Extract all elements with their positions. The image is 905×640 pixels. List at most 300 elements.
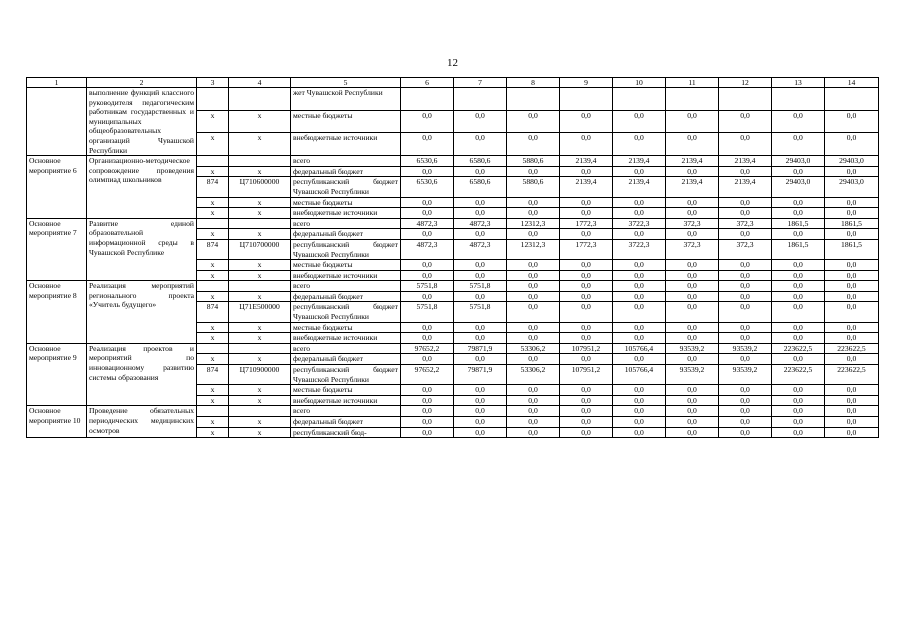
funding-source: федеральный бюджет bbox=[291, 166, 401, 177]
amount-cell: 0,0 bbox=[772, 406, 825, 417]
amount-cell: 5751,8 bbox=[401, 281, 454, 292]
target-article-code: x bbox=[229, 208, 291, 219]
amount-cell: 0,0 bbox=[772, 229, 825, 240]
amount-cell: 0,0 bbox=[560, 322, 613, 333]
amount-cell: 53306,2 bbox=[507, 343, 560, 354]
amount-cell: 0,0 bbox=[507, 270, 560, 281]
amount-cell: 0,0 bbox=[772, 166, 825, 177]
amount-cell: 0,0 bbox=[719, 427, 772, 438]
funding-source: республиканский бюджет Чувашской Республики bbox=[291, 239, 401, 259]
amount-cell: 4872,3 bbox=[454, 218, 507, 229]
amount-cell: 0,0 bbox=[613, 281, 666, 292]
amount-cell: 0,0 bbox=[772, 385, 825, 396]
amount-cell: 0,0 bbox=[772, 333, 825, 344]
amount-cell bbox=[454, 88, 507, 111]
amount-cell: 0,0 bbox=[825, 260, 879, 271]
amount-cell: 29403,0 bbox=[772, 177, 825, 197]
amount-cell: 0,0 bbox=[719, 354, 772, 365]
amount-cell: 0,0 bbox=[613, 270, 666, 281]
amount-cell: 0,0 bbox=[560, 281, 613, 292]
amount-cell: 0,0 bbox=[454, 385, 507, 396]
column-header: 14 bbox=[825, 78, 879, 88]
amount-cell: 0,0 bbox=[613, 166, 666, 177]
column-header: 11 bbox=[666, 78, 719, 88]
amount-cell: 1861,5 bbox=[772, 218, 825, 229]
amount-cell: 0,0 bbox=[666, 417, 719, 428]
amount-cell: 0,0 bbox=[454, 406, 507, 417]
amount-cell: 0,0 bbox=[666, 260, 719, 271]
amount-cell: 0,0 bbox=[560, 427, 613, 438]
target-article-code: x bbox=[229, 333, 291, 344]
amount-cell: 107951,2 bbox=[560, 365, 613, 385]
amount-cell: 5880,6 bbox=[507, 177, 560, 197]
funding-source: местные бюджеты bbox=[291, 260, 401, 271]
target-article-code: Ц710600000 bbox=[229, 177, 291, 197]
amount-cell: 0,0 bbox=[560, 385, 613, 396]
funding-source: республиканский бюджет Чувашской Республики bbox=[291, 302, 401, 322]
grbs-code: 874 bbox=[197, 177, 229, 197]
amount-cell: 223622,5 bbox=[825, 365, 879, 385]
amount-cell: 4872,3 bbox=[454, 239, 507, 259]
table-row bbox=[27, 406, 879, 417]
amount-cell: 12312,3 bbox=[507, 239, 560, 259]
grbs-code bbox=[197, 281, 229, 292]
amount-cell: 0,0 bbox=[613, 229, 666, 240]
amount-cell: 0,0 bbox=[454, 197, 507, 208]
amount-cell: 0,0 bbox=[401, 354, 454, 365]
amount-cell: 0,0 bbox=[401, 333, 454, 344]
grbs-code: x bbox=[197, 166, 229, 177]
column-header: 3 bbox=[197, 78, 229, 88]
funding-source: местные бюджеты bbox=[291, 110, 401, 133]
amount-cell: 0,0 bbox=[719, 385, 772, 396]
amount-cell: 0,0 bbox=[507, 197, 560, 208]
amount-cell: 0,0 bbox=[666, 133, 719, 156]
target-article-code: x bbox=[229, 260, 291, 271]
amount-cell: 0,0 bbox=[825, 270, 879, 281]
amount-cell: 0,0 bbox=[507, 291, 560, 302]
funding-source: внебюджетные источники bbox=[291, 270, 401, 281]
funding-source: федеральный бюджет bbox=[291, 291, 401, 302]
amount-cell: 0,0 bbox=[454, 417, 507, 428]
measure-description: Реализация проектов и мероприятий по инновационному развитию системы образования bbox=[87, 343, 197, 406]
target-article-code: Ц710700000 bbox=[229, 239, 291, 259]
grbs-code bbox=[197, 343, 229, 354]
amount-cell: 0,0 bbox=[507, 385, 560, 396]
amount-cell: 0,0 bbox=[507, 229, 560, 240]
amount-cell: 0,0 bbox=[719, 281, 772, 292]
grbs-code: x bbox=[197, 133, 229, 156]
measure-description: Реализация мероприятий регионального проекта «Учитель будущего» bbox=[87, 281, 197, 344]
amount-cell: 0,0 bbox=[507, 417, 560, 428]
funding-source: республиканский бюд- bbox=[291, 427, 401, 438]
amount-cell: 372,3 bbox=[719, 218, 772, 229]
amount-cell: 1772,3 bbox=[560, 218, 613, 229]
target-article-code: x bbox=[229, 110, 291, 133]
grbs-code bbox=[197, 88, 229, 111]
amount-cell: 0,0 bbox=[666, 333, 719, 344]
amount-cell: 79871,9 bbox=[454, 365, 507, 385]
amount-cell: 0,0 bbox=[825, 208, 879, 219]
funding-source: внебюджетные источники bbox=[291, 333, 401, 344]
amount-cell: 0,0 bbox=[454, 133, 507, 156]
amount-cell bbox=[613, 88, 666, 111]
amount-cell: 372,3 bbox=[666, 218, 719, 229]
table-row bbox=[27, 281, 879, 292]
amount-cell: 0,0 bbox=[719, 229, 772, 240]
amount-cell: 0,0 bbox=[666, 406, 719, 417]
amount-cell: 0,0 bbox=[560, 417, 613, 428]
amount-cell: 0,0 bbox=[666, 427, 719, 438]
amount-cell: 0,0 bbox=[772, 322, 825, 333]
amount-cell: 0,0 bbox=[719, 110, 772, 133]
column-header: 2 bbox=[87, 78, 197, 88]
column-header: 8 bbox=[507, 78, 560, 88]
column-header: 1 bbox=[27, 78, 87, 88]
amount-cell: 0,0 bbox=[772, 354, 825, 365]
amount-cell: 2139,4 bbox=[666, 177, 719, 197]
amount-cell: 0,0 bbox=[560, 133, 613, 156]
amount-cell: 1861,5 bbox=[825, 218, 879, 229]
amount-cell: 0,0 bbox=[401, 395, 454, 406]
amount-cell bbox=[719, 88, 772, 111]
amount-cell: 93539,2 bbox=[666, 343, 719, 354]
amount-cell: 2139,4 bbox=[719, 177, 772, 197]
amount-cell: 0,0 bbox=[613, 385, 666, 396]
column-header: 10 bbox=[613, 78, 666, 88]
amount-cell: 0,0 bbox=[719, 417, 772, 428]
funding-source: местные бюджеты bbox=[291, 322, 401, 333]
amount-cell: 29403,0 bbox=[772, 156, 825, 167]
measure-label: Основное мероприятие 10 bbox=[27, 406, 87, 438]
amount-cell: 223622,5 bbox=[772, 365, 825, 385]
amount-cell: 4872,3 bbox=[401, 239, 454, 259]
measure-description: Организационно-методическое сопровождение проведения олимпиад школьников bbox=[87, 156, 197, 219]
column-header: 5 bbox=[291, 78, 401, 88]
amount-cell: 53306,2 bbox=[507, 365, 560, 385]
funding-source: внебюджетные источники bbox=[291, 208, 401, 219]
amount-cell: 0,0 bbox=[613, 406, 666, 417]
amount-cell: 97652,2 bbox=[401, 365, 454, 385]
column-header: 13 bbox=[772, 78, 825, 88]
amount-cell: 0,0 bbox=[454, 260, 507, 271]
grbs-code: x bbox=[197, 385, 229, 396]
amount-cell: 6530,6 bbox=[401, 156, 454, 167]
measure-label: Основное мероприятие 6 bbox=[27, 156, 87, 219]
amount-cell: 0,0 bbox=[613, 333, 666, 344]
amount-cell: 0,0 bbox=[772, 302, 825, 322]
amount-cell bbox=[772, 88, 825, 111]
amount-cell: 0,0 bbox=[772, 260, 825, 271]
target-article-code: x bbox=[229, 133, 291, 156]
amount-cell: 2139,4 bbox=[719, 156, 772, 167]
grbs-code: x bbox=[197, 270, 229, 281]
amount-cell: 5751,8 bbox=[401, 302, 454, 322]
amount-cell: 0,0 bbox=[454, 322, 507, 333]
amount-cell: 0,0 bbox=[825, 197, 879, 208]
amount-cell: 0,0 bbox=[719, 260, 772, 271]
amount-cell: 0,0 bbox=[719, 133, 772, 156]
amount-cell: 0,0 bbox=[454, 166, 507, 177]
amount-cell: 0,0 bbox=[507, 260, 560, 271]
amount-cell: 105766,4 bbox=[613, 365, 666, 385]
amount-cell: 4872,3 bbox=[401, 218, 454, 229]
amount-cell: 0,0 bbox=[560, 302, 613, 322]
amount-cell: 0,0 bbox=[560, 333, 613, 344]
amount-cell: 0,0 bbox=[825, 229, 879, 240]
amount-cell: 0,0 bbox=[613, 110, 666, 133]
amount-cell: 0,0 bbox=[719, 333, 772, 344]
amount-cell: 0,0 bbox=[560, 354, 613, 365]
amount-cell bbox=[507, 88, 560, 111]
amount-cell: 0,0 bbox=[772, 395, 825, 406]
amount-cell: 0,0 bbox=[772, 133, 825, 156]
amount-cell: 6580,6 bbox=[454, 156, 507, 167]
amount-cell: 97652,2 bbox=[401, 343, 454, 354]
amount-cell: 0,0 bbox=[613, 322, 666, 333]
column-header: 6 bbox=[401, 78, 454, 88]
amount-cell: 1861,5 bbox=[772, 239, 825, 259]
amount-cell: 0,0 bbox=[666, 385, 719, 396]
amount-cell: 1861,5 bbox=[825, 239, 879, 259]
target-article-code: x bbox=[229, 322, 291, 333]
amount-cell: 0,0 bbox=[401, 291, 454, 302]
amount-cell: 0,0 bbox=[772, 291, 825, 302]
amount-cell: 0,0 bbox=[666, 281, 719, 292]
table-row bbox=[27, 156, 879, 167]
amount-cell: 5751,8 bbox=[454, 281, 507, 292]
grbs-code bbox=[197, 218, 229, 229]
funding-source: федеральный бюджет bbox=[291, 417, 401, 428]
amount-cell: 0,0 bbox=[401, 133, 454, 156]
amount-cell: 0,0 bbox=[719, 208, 772, 219]
amount-cell: 0,0 bbox=[401, 166, 454, 177]
amount-cell: 3722,3 bbox=[613, 218, 666, 229]
target-article-code bbox=[229, 406, 291, 417]
funding-source: всего bbox=[291, 156, 401, 167]
funding-source: федеральный бюджет bbox=[291, 354, 401, 365]
amount-cell: 0,0 bbox=[454, 427, 507, 438]
amount-cell: 0,0 bbox=[825, 406, 879, 417]
amount-cell: 5880,6 bbox=[507, 156, 560, 167]
amount-cell: 0,0 bbox=[613, 354, 666, 365]
amount-cell: 0,0 bbox=[772, 281, 825, 292]
amount-cell: 0,0 bbox=[825, 385, 879, 396]
amount-cell: 0,0 bbox=[613, 427, 666, 438]
amount-cell: 0,0 bbox=[719, 322, 772, 333]
amount-cell: 2139,4 bbox=[560, 177, 613, 197]
amount-cell: 0,0 bbox=[613, 260, 666, 271]
amount-cell: 0,0 bbox=[454, 208, 507, 219]
target-article-code: x bbox=[229, 291, 291, 302]
grbs-code: x bbox=[197, 291, 229, 302]
amount-cell: 223622,5 bbox=[825, 343, 879, 354]
amount-cell: 2139,4 bbox=[613, 177, 666, 197]
amount-cell: 5751,8 bbox=[454, 302, 507, 322]
funding-source: внебюджетные источники bbox=[291, 395, 401, 406]
amount-cell: 93539,2 bbox=[719, 365, 772, 385]
amount-cell: 0,0 bbox=[507, 395, 560, 406]
amount-cell: 0,0 bbox=[613, 395, 666, 406]
amount-cell: 0,0 bbox=[454, 229, 507, 240]
amount-cell: 0,0 bbox=[507, 322, 560, 333]
amount-cell: 0,0 bbox=[719, 166, 772, 177]
amount-cell: 0,0 bbox=[772, 110, 825, 133]
table-row bbox=[27, 88, 879, 111]
amount-cell: 0,0 bbox=[666, 354, 719, 365]
grbs-code: x bbox=[197, 229, 229, 240]
target-article-code bbox=[229, 218, 291, 229]
target-article-code: x bbox=[229, 270, 291, 281]
target-article-code: x bbox=[229, 354, 291, 365]
amount-cell: 0,0 bbox=[666, 208, 719, 219]
amount-cell: 0,0 bbox=[666, 229, 719, 240]
amount-cell: 0,0 bbox=[560, 406, 613, 417]
column-header: 9 bbox=[560, 78, 613, 88]
amount-cell: 0,0 bbox=[719, 395, 772, 406]
amount-cell: 107951,2 bbox=[560, 343, 613, 354]
amount-cell bbox=[401, 88, 454, 111]
grbs-code bbox=[197, 156, 229, 167]
amount-cell: 0,0 bbox=[825, 302, 879, 322]
grbs-code: x bbox=[197, 110, 229, 133]
table-row bbox=[27, 218, 879, 229]
amount-cell: 0,0 bbox=[507, 110, 560, 133]
grbs-code: x bbox=[197, 417, 229, 428]
amount-cell: 0,0 bbox=[666, 291, 719, 302]
grbs-code: x bbox=[197, 354, 229, 365]
funding-source: местные бюджеты bbox=[291, 385, 401, 396]
amount-cell: 12312,3 bbox=[507, 218, 560, 229]
target-article-code bbox=[229, 88, 291, 111]
amount-cell: 372,3 bbox=[719, 239, 772, 259]
amount-cell: 0,0 bbox=[825, 110, 879, 133]
amount-cell: 0,0 bbox=[401, 208, 454, 219]
amount-cell: 0,0 bbox=[825, 354, 879, 365]
amount-cell: 0,0 bbox=[719, 406, 772, 417]
amount-cell: 0,0 bbox=[613, 417, 666, 428]
grbs-code: x bbox=[197, 395, 229, 406]
amount-cell: 3722,3 bbox=[613, 239, 666, 259]
measure-label: Основное мероприятие 7 bbox=[27, 218, 87, 281]
target-article-code: Ц71Е500000 bbox=[229, 302, 291, 322]
amount-cell: 29403,0 bbox=[825, 177, 879, 197]
amount-cell: 0,0 bbox=[560, 395, 613, 406]
amount-cell: 0,0 bbox=[666, 395, 719, 406]
table-row bbox=[27, 343, 879, 354]
amount-cell: 0,0 bbox=[560, 197, 613, 208]
amount-cell: 0,0 bbox=[454, 395, 507, 406]
amount-cell: 0,0 bbox=[613, 133, 666, 156]
target-article-code bbox=[229, 281, 291, 292]
amount-cell: 0,0 bbox=[401, 197, 454, 208]
amount-cell: 0,0 bbox=[560, 270, 613, 281]
amount-cell: 223622,5 bbox=[772, 343, 825, 354]
amount-cell: 0,0 bbox=[507, 427, 560, 438]
amount-cell: 93539,2 bbox=[666, 365, 719, 385]
amount-cell: 0,0 bbox=[719, 291, 772, 302]
funding-source: всего bbox=[291, 218, 401, 229]
target-article-code: x bbox=[229, 229, 291, 240]
amount-cell: 0,0 bbox=[613, 302, 666, 322]
page-number: 12 bbox=[447, 57, 458, 69]
amount-cell: 0,0 bbox=[560, 229, 613, 240]
column-header: 4 bbox=[229, 78, 291, 88]
amount-cell: 0,0 bbox=[401, 406, 454, 417]
target-article-code: Ц710900000 bbox=[229, 365, 291, 385]
amount-cell: 0,0 bbox=[666, 322, 719, 333]
amount-cell: 0,0 bbox=[825, 395, 879, 406]
column-header: 7 bbox=[454, 78, 507, 88]
amount-cell: 1772,3 bbox=[560, 239, 613, 259]
amount-cell: 0,0 bbox=[454, 291, 507, 302]
amount-cell: 0,0 bbox=[507, 133, 560, 156]
amount-cell: 2139,4 bbox=[560, 156, 613, 167]
grbs-code: x bbox=[197, 333, 229, 344]
amount-cell: 0,0 bbox=[507, 166, 560, 177]
amount-cell: 0,0 bbox=[772, 208, 825, 219]
amount-cell: 0,0 bbox=[401, 229, 454, 240]
amount-cell: 0,0 bbox=[560, 260, 613, 271]
amount-cell bbox=[560, 88, 613, 111]
amount-cell: 0,0 bbox=[719, 270, 772, 281]
funding-source: всего bbox=[291, 343, 401, 354]
amount-cell: 0,0 bbox=[719, 197, 772, 208]
column-header-row bbox=[27, 78, 879, 88]
target-article-code bbox=[229, 156, 291, 167]
amount-cell: 2139,4 bbox=[613, 156, 666, 167]
target-article-code: x bbox=[229, 427, 291, 438]
grbs-code: x bbox=[197, 427, 229, 438]
amount-cell: 0,0 bbox=[401, 417, 454, 428]
amount-cell: 0,0 bbox=[772, 197, 825, 208]
amount-cell: 0,0 bbox=[454, 110, 507, 133]
target-article-code: x bbox=[229, 166, 291, 177]
amount-cell: 0,0 bbox=[507, 302, 560, 322]
amount-cell: 0,0 bbox=[401, 270, 454, 281]
amount-cell bbox=[666, 88, 719, 111]
amount-cell: 0,0 bbox=[772, 270, 825, 281]
funding-source: местные бюджеты bbox=[291, 197, 401, 208]
amount-cell: 0,0 bbox=[401, 322, 454, 333]
grbs-code: 874 bbox=[197, 365, 229, 385]
budget-table bbox=[26, 77, 879, 438]
amount-cell: 0,0 bbox=[666, 197, 719, 208]
amount-cell: 29403,0 bbox=[825, 156, 879, 167]
amount-cell: 79871,9 bbox=[454, 343, 507, 354]
amount-cell: 0,0 bbox=[825, 427, 879, 438]
funding-source: федеральный бюджет bbox=[291, 229, 401, 240]
amount-cell: 372,3 bbox=[666, 239, 719, 259]
amount-cell: 0,0 bbox=[507, 406, 560, 417]
amount-cell: 0,0 bbox=[507, 208, 560, 219]
amount-cell: 93539,2 bbox=[719, 343, 772, 354]
amount-cell bbox=[825, 88, 879, 111]
measure-label bbox=[27, 88, 87, 156]
amount-cell: 0,0 bbox=[613, 197, 666, 208]
target-article-code: x bbox=[229, 417, 291, 428]
amount-cell: 0,0 bbox=[454, 270, 507, 281]
amount-cell: 0,0 bbox=[825, 417, 879, 428]
amount-cell: 0,0 bbox=[401, 110, 454, 133]
funding-source: внебюджетные источники bbox=[291, 133, 401, 156]
grbs-code: x bbox=[197, 322, 229, 333]
amount-cell: 6580,6 bbox=[454, 177, 507, 197]
amount-cell: 0,0 bbox=[401, 427, 454, 438]
measure-label: Основное мероприятие 8 bbox=[27, 281, 87, 344]
target-article-code: x bbox=[229, 197, 291, 208]
amount-cell: 0,0 bbox=[825, 291, 879, 302]
